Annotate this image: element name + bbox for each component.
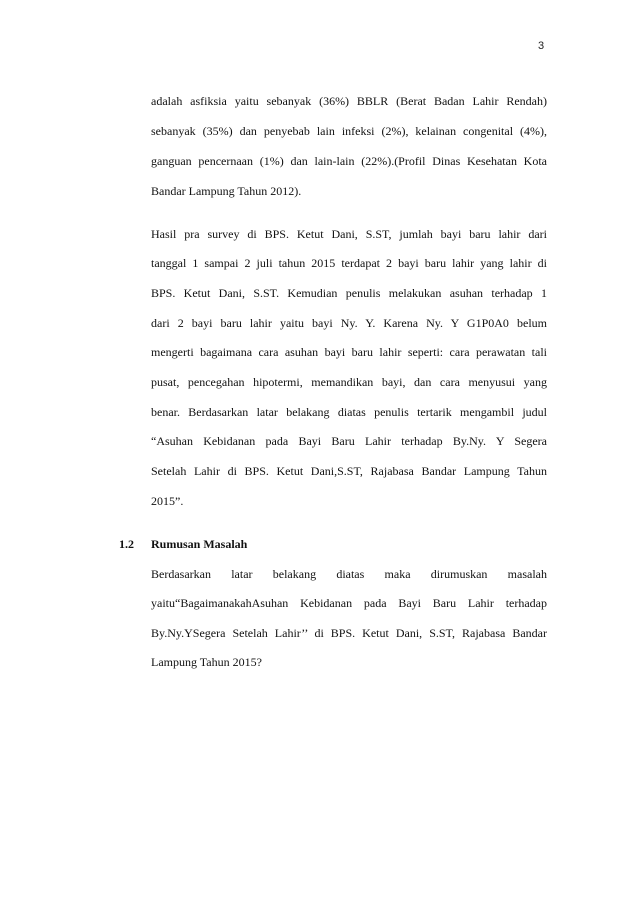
paragraph2-line: benar. Berdasarkan latar belakang diatas penulis tertarik mengambil judul	[151, 405, 547, 419]
paragraph2-line: tanggal 1 sampai 2 juli tahun 2015 terdapat 2 bayi baru lahir yang lahir di	[151, 256, 547, 270]
paragraph1-line: sebanyak (35%) dan penyebab lain infeksi (2%), kelainan congenital (4%),	[151, 124, 547, 138]
section-number: 1.2	[119, 537, 134, 551]
paragraph2-line: “Asuhan Kebidanan pada Bayi Baru Lahir terhadap By.Ny. Y Segera	[151, 434, 547, 448]
paragraph2-line: dari 2 bayi baru lahir yaitu bayi Ny. Y. Karena Ny. Y G1P0A0 belum	[151, 316, 547, 330]
paragraph1-line: ganguan pencernaan (1%) dan lain-lain (22%).(Profil Dinas Kesehatan Kota	[151, 154, 547, 168]
paragraph2-line: BPS. Ketut Dani, S.ST. Kemudian penulis melakukan asuhan terhadap 1	[151, 286, 547, 300]
section-title: Rumusan Masalah	[151, 537, 248, 551]
paragraph1-line: Bandar Lampung Tahun 2012).	[151, 184, 302, 198]
paragraph3-line: Berdasarkan latar belakang diatas maka dirumuskan masalah	[151, 567, 547, 581]
paragraph2-line: pusat, pencegahan hipotermi, memandikan bayi, dan cara menyusui yang	[151, 375, 547, 389]
paragraph3-line: Lampung Tahun 2015?	[151, 655, 262, 669]
page-number: 3	[538, 40, 545, 52]
paragraph1-line: adalah asfiksia yaitu sebanyak (36%) BBLR (Berat Badan Lahir Rendah)	[151, 94, 547, 108]
paragraph3-line: yaitu“BagaimanakahAsuhan Kebidanan pada Bayi Baru Lahir terhadap	[151, 596, 547, 610]
paragraph2-line: Hasil pra survey di BPS. Ketut Dani, S.ST, jumlah bayi baru lahir dari	[151, 227, 547, 241]
paragraph3-line: By.Ny.YSegera Setelah Lahir’’ di BPS. Ketut Dani, S.ST, Rajabasa Bandar	[151, 626, 547, 640]
paragraph2-line: mengerti bagaimana cara asuhan bayi baru lahir seperti: cara perawatan tali	[151, 345, 547, 359]
paragraph2-line: Setelah Lahir di BPS. Ketut Dani,S.ST, Rajabasa Bandar Lampung Tahun	[151, 464, 547, 478]
paragraph2-line: 2015”.	[151, 494, 184, 508]
